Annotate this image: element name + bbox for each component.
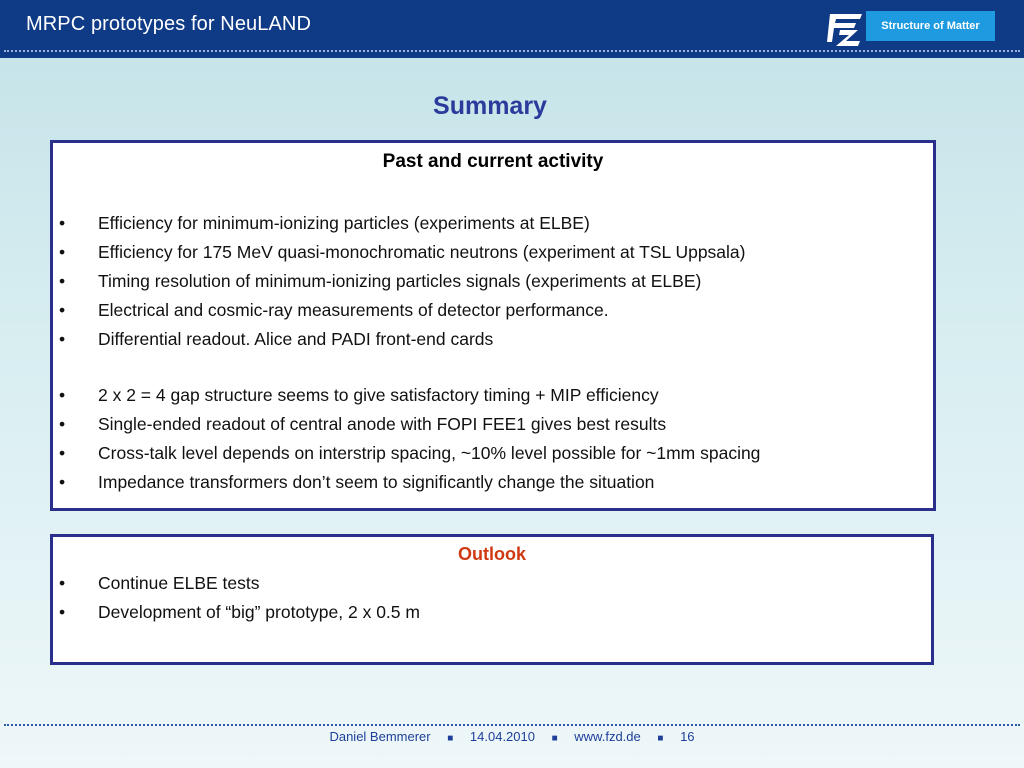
footer-separator: ■ xyxy=(657,733,664,744)
list-item xyxy=(53,410,933,439)
list-item xyxy=(53,569,931,598)
list-item-text: 2 x 2 = 4 gap structure seems to give satisfactory timing + MIP efficiency xyxy=(98,385,659,405)
header-divider xyxy=(4,50,1020,52)
list-item xyxy=(53,296,933,325)
bullet: • xyxy=(59,573,66,593)
footer-author: Daniel Bemmerer xyxy=(329,729,431,744)
presentation-title: MRPC prototypes for NeuLAND xyxy=(26,13,312,35)
list-item-text: Electrical and cosmic-ray measurements of detector performance. xyxy=(98,300,609,320)
bullet: • xyxy=(59,443,66,463)
activity-list xyxy=(53,209,933,354)
list-item xyxy=(53,468,933,497)
list-item xyxy=(53,381,933,410)
list-item-text: Efficiency for 175 MeV quasi-monochromatic neutrons (experiment at TSL Uppsala) xyxy=(98,242,746,262)
list-item-text: Development of “big” prototype, 2 x 0.5 m xyxy=(98,602,420,622)
bullet: • xyxy=(59,242,66,262)
footer-url[interactable]: www.fzd.de xyxy=(574,729,641,744)
bullet: • xyxy=(59,602,66,622)
list-item xyxy=(53,439,933,468)
outlook-box xyxy=(50,534,934,665)
outlook-list xyxy=(53,569,931,627)
bullet: • xyxy=(59,414,66,434)
list-item-text: Efficiency for minimum-ionizing particles (experiments at ELBE) xyxy=(98,213,590,233)
structure-of-matter-badge: Structure of Matter xyxy=(866,11,995,41)
outlook-heading: Outlook xyxy=(458,544,526,564)
list-item-text: Cross-talk level depends on interstrip spacing, ~10% level possible for ~1mm spacing xyxy=(98,443,761,463)
list-item xyxy=(53,267,933,296)
bullet: • xyxy=(59,213,66,233)
footer-date: 14.04.2010 xyxy=(469,729,535,744)
list-item-text: Timing resolution of minimum-ionizing particles signals (experiments at ELBE) xyxy=(98,271,702,291)
list-item xyxy=(53,238,933,267)
footer xyxy=(0,729,1024,744)
footer-separator: ■ xyxy=(551,733,558,744)
list-item-text: Differential readout. Alice and PADI front-end cards xyxy=(98,329,494,349)
list-item-text: Single-ended readout of central anode with FOPI FEE1 gives best results xyxy=(98,414,667,434)
fzd-logo-icon xyxy=(826,8,866,48)
bullet: • xyxy=(59,472,66,492)
bullet: • xyxy=(59,300,66,320)
list-item xyxy=(53,325,933,354)
list-item-text: Continue ELBE tests xyxy=(98,573,260,593)
footer-page-number: 16 xyxy=(680,729,695,744)
footer-divider xyxy=(4,724,1020,726)
bullet: • xyxy=(59,385,66,405)
bullet: • xyxy=(59,329,66,349)
slide-title: Summary xyxy=(433,92,547,120)
list-item xyxy=(53,209,933,238)
activity-box xyxy=(50,140,936,511)
results-list xyxy=(53,381,933,497)
footer-separator: ■ xyxy=(447,733,454,744)
list-item xyxy=(53,598,931,627)
list-item-text: Impedance transformers don’t seem to significantly change the situation xyxy=(98,472,655,492)
bullet: • xyxy=(59,271,66,291)
activity-heading: Past and current activity xyxy=(382,151,604,172)
